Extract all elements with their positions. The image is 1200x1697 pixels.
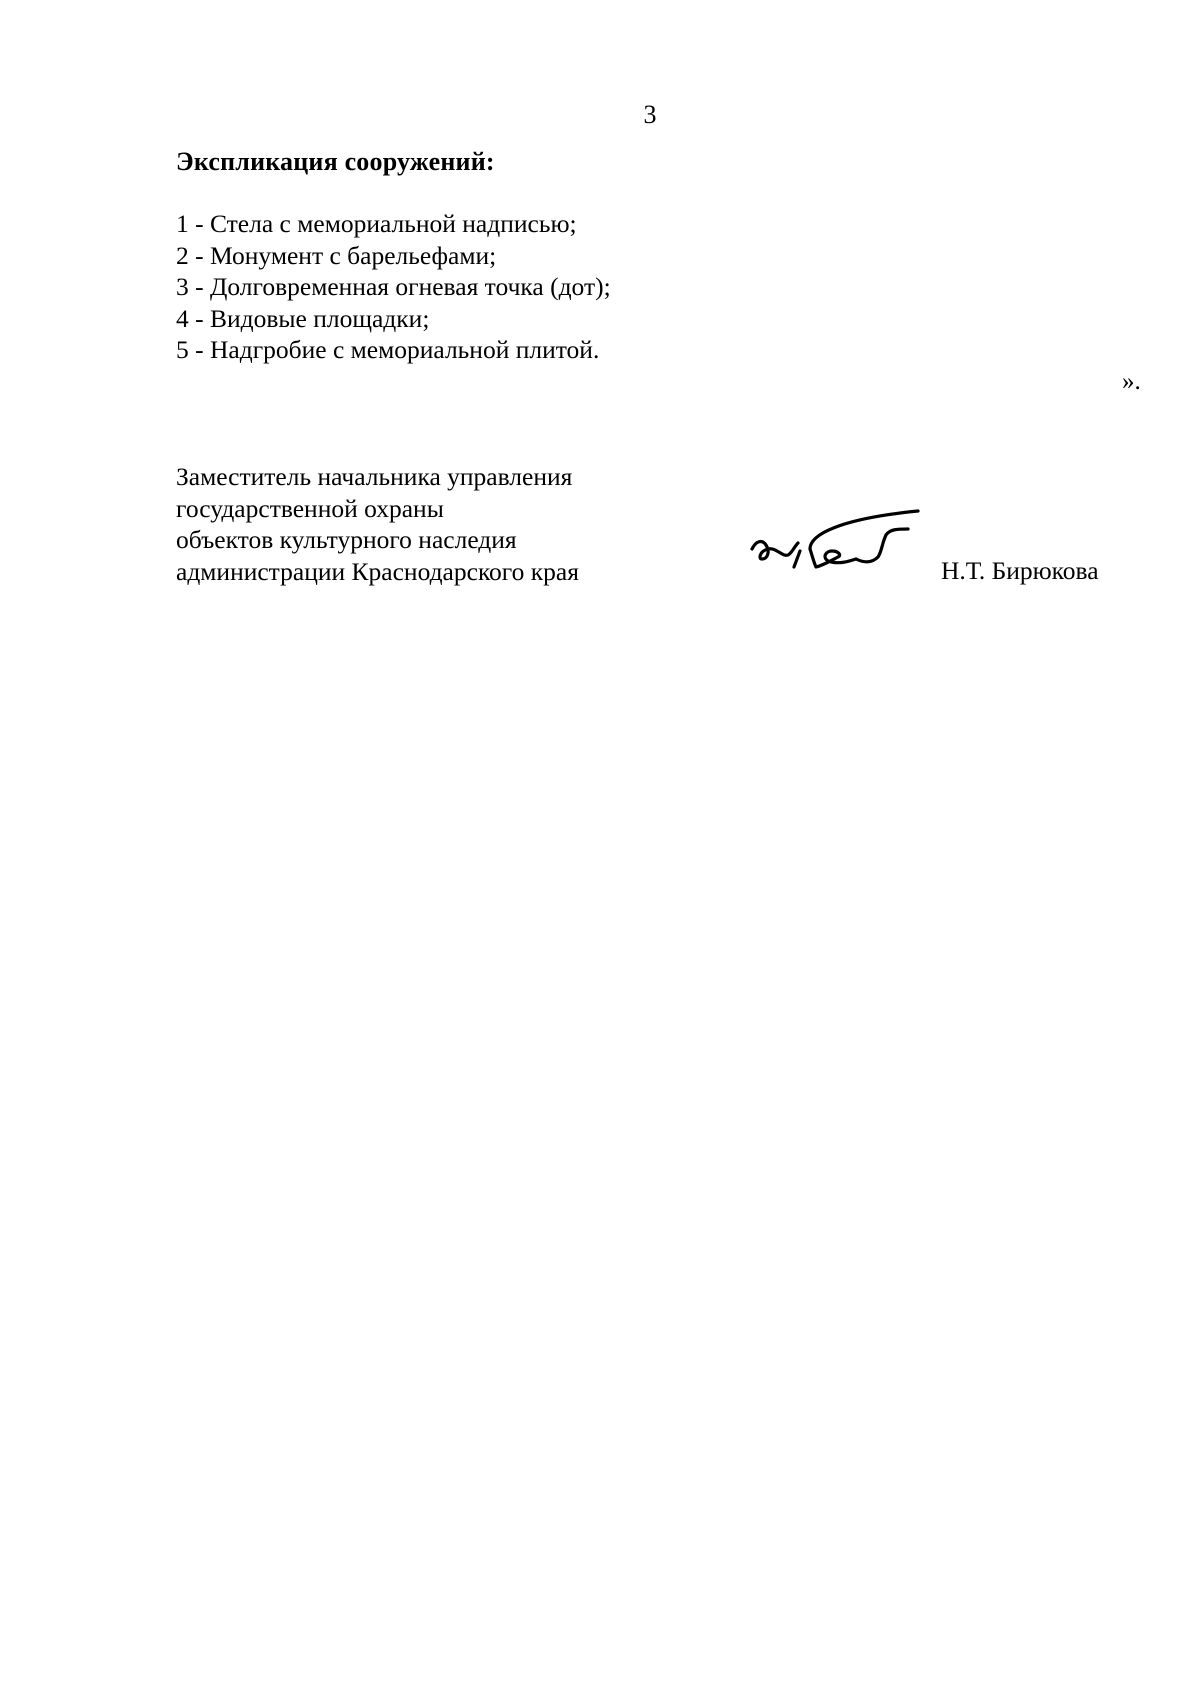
signatory-title-line: Заместитель начальника управления — [176, 462, 573, 491]
list-item: 4 - Видовые площадки; — [176, 303, 430, 333]
explication-heading: Экспликация сооружений: — [176, 147, 495, 176]
signer-name: Н.Т. Бирюкова — [941, 556, 1099, 585]
signatory-title-line: государственной охраны — [176, 493, 444, 523]
page-number: 3 — [643, 100, 657, 129]
list-item: 2 - Монумент с барельефами; — [176, 240, 497, 270]
closing-quote: ». — [1122, 368, 1141, 395]
list-item: 1 - Стела с мемориальной надписью; — [176, 209, 577, 238]
list-item: 3 - Долговременная огневая точка (дот); — [176, 272, 611, 301]
signatory-title-line: объектов культурного наследия — [176, 525, 517, 554]
handwritten-signature — [748, 505, 938, 585]
explication-list — [176, 208, 611, 366]
signatory-title — [176, 461, 579, 587]
list-item: 5 - Надгробие с мемориальной плитой. — [176, 335, 600, 364]
signatory-title-line: администрации Краснодарского края — [176, 556, 579, 586]
